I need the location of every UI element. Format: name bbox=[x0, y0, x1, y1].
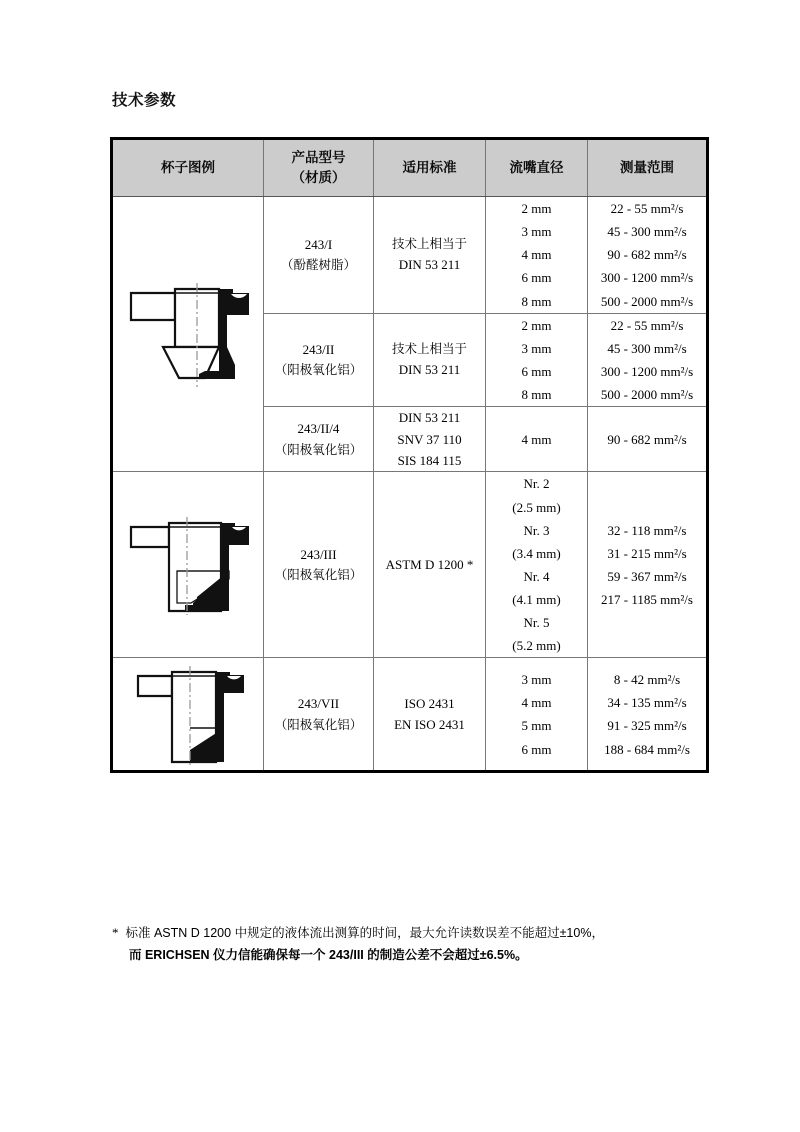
footnote bbox=[112, 922, 712, 967]
nozzle-value: 6 mm bbox=[521, 741, 552, 757]
standard-line: EN ISO 2431 bbox=[394, 717, 465, 733]
nozzle-value: 2 mm bbox=[521, 201, 552, 216]
range-value: 22 - 55 mm²/s bbox=[610, 201, 684, 216]
column-header-nozzle-diameter: 流嘴直径 bbox=[486, 139, 588, 197]
standard-line: SNV 37 110 bbox=[397, 431, 462, 447]
range-cell bbox=[588, 407, 708, 472]
model-code: 243/II bbox=[302, 341, 335, 357]
range-value: 45 - 300 mm²/s bbox=[607, 340, 687, 356]
nozzle-cell bbox=[486, 472, 588, 658]
range-value: 500 - 2000 mm²/s bbox=[600, 387, 694, 402]
nozzle-value: (5.2 mm) bbox=[512, 638, 561, 654]
nozzle-value: Nr. 5 bbox=[523, 615, 550, 631]
standard-cell bbox=[374, 407, 486, 472]
range-value: 217 - 1185 mm²/s bbox=[601, 592, 693, 608]
nozzle-value: 6 mm bbox=[521, 363, 552, 379]
nozzle-cell bbox=[486, 197, 588, 314]
footnote-marker: * bbox=[112, 925, 119, 940]
model-material: （阳极氧化铝） bbox=[274, 717, 363, 732]
nozzle-value: 4 mm bbox=[521, 247, 552, 263]
standard-cell bbox=[374, 658, 486, 772]
nozzle-cell bbox=[486, 658, 588, 772]
model-material: （阳极氧化铝） bbox=[274, 363, 363, 378]
model-code: 243/I bbox=[304, 236, 333, 252]
iso-flow-cup-diagram bbox=[113, 658, 263, 770]
nozzle-value: (2.5 mm) bbox=[512, 499, 561, 515]
range-value: 500 - 2000 mm²/s bbox=[600, 293, 694, 309]
nozzle-value: 3 mm bbox=[521, 672, 552, 688]
nozzle-cell bbox=[486, 313, 588, 407]
range-value: 31 - 215 mm²/s bbox=[607, 545, 687, 561]
range-value: 32 - 118 mm²/s bbox=[607, 522, 687, 538]
footnote-line-1 bbox=[112, 922, 712, 945]
range-value: 300 - 1200 mm²/s bbox=[600, 363, 694, 379]
model-material: （酚醛树脂） bbox=[280, 258, 356, 273]
footnote-line-1-text: 标准 ASTN D 1200 中规定的液体流出测算的时间，最大允许读数误差不能超过±10%， bbox=[125, 926, 604, 940]
nozzle-value: Nr. 2 bbox=[523, 476, 550, 492]
standard-line: DIN 53 211 bbox=[398, 362, 461, 378]
nozzle-value: 5 mm bbox=[521, 718, 552, 734]
cup-diagram-iso-cell bbox=[112, 658, 264, 772]
range-value: 8 - 42 mm²/s bbox=[613, 672, 681, 688]
range-value: 90 - 682 mm²/s bbox=[607, 247, 687, 263]
cup-diagram-din-cell bbox=[112, 197, 264, 472]
standard-line: SIS 184 115 bbox=[397, 453, 462, 468]
cup-diagram-ford-cell bbox=[112, 472, 264, 658]
range-value: 59 - 367 mm²/s bbox=[607, 568, 687, 584]
table-row bbox=[112, 472, 708, 658]
nozzle-value: 3 mm bbox=[521, 224, 552, 240]
standard-cell bbox=[374, 313, 486, 407]
column-header-model-line2: （材质） bbox=[291, 170, 346, 185]
model-code: 243/II/4 bbox=[297, 421, 340, 437]
standard-cell bbox=[374, 472, 486, 658]
column-header-standard: 适用标准 bbox=[374, 139, 486, 197]
nozzle-cell bbox=[486, 407, 588, 472]
model-material: （阳极氧化铝） bbox=[274, 442, 363, 457]
range-cell bbox=[588, 472, 708, 658]
technical-parameters-table bbox=[110, 137, 709, 773]
nozzle-value: 6 mm bbox=[521, 270, 552, 286]
nozzle-value: 3 mm bbox=[521, 340, 552, 356]
model-cell bbox=[264, 472, 374, 658]
nozzle-value: 4 mm bbox=[521, 431, 552, 447]
table-row bbox=[112, 658, 708, 772]
column-header-measuring-range: 测量范围 bbox=[588, 139, 708, 197]
range-value: 22 - 55 mm²/s bbox=[610, 317, 684, 333]
ford-flow-cup-diagram bbox=[113, 511, 263, 619]
page-title: 技术参数 bbox=[112, 92, 177, 109]
standard-line: ISO 2431 bbox=[404, 696, 455, 711]
nozzle-value: 2 mm bbox=[521, 317, 552, 333]
range-cell bbox=[588, 197, 708, 314]
model-code: 243/III bbox=[300, 546, 337, 562]
standard-line: 技术上相当于 bbox=[391, 341, 467, 356]
model-material: （阳极氧化铝） bbox=[274, 568, 363, 583]
model-cell bbox=[264, 313, 374, 407]
table-row bbox=[112, 197, 708, 314]
model-code: 243/VII bbox=[297, 696, 340, 712]
range-value: 300 - 1200 mm²/s bbox=[600, 270, 694, 286]
ford-cup-svg bbox=[125, 511, 251, 619]
nozzle-value: (3.4 mm) bbox=[512, 545, 561, 561]
range-cell bbox=[588, 658, 708, 772]
model-cell bbox=[264, 658, 374, 772]
model-cell bbox=[264, 197, 374, 314]
standard-line: ASTM D 1200 * bbox=[385, 557, 474, 573]
range-value: 90 - 682 mm²/s bbox=[607, 431, 687, 447]
iso-cup-svg bbox=[128, 658, 248, 770]
nozzle-value: 8 mm bbox=[521, 387, 552, 402]
standard-line: DIN 53 211 bbox=[398, 257, 461, 273]
standard-line: DIN 53 211 bbox=[398, 410, 461, 426]
column-header-model bbox=[264, 139, 374, 197]
nozzle-value: Nr. 3 bbox=[523, 522, 550, 538]
range-value: 45 - 300 mm²/s bbox=[607, 224, 687, 240]
nozzle-value: Nr. 4 bbox=[523, 568, 550, 584]
nozzle-value: 4 mm bbox=[521, 695, 552, 711]
din-flow-cup-diagram bbox=[113, 275, 263, 393]
range-cell bbox=[588, 313, 708, 407]
nozzle-value: 8 mm bbox=[521, 293, 552, 309]
range-value: 34 - 135 mm²/s bbox=[607, 695, 687, 711]
model-cell bbox=[264, 407, 374, 472]
range-value: 91 - 325 mm²/s bbox=[607, 718, 687, 734]
standard-line: 技术上相当于 bbox=[391, 236, 467, 251]
range-value: 188 - 684 mm²/s bbox=[604, 741, 690, 757]
din-cup-svg bbox=[123, 275, 253, 393]
nozzle-value: (4.1 mm) bbox=[512, 592, 561, 608]
column-header-model-line1: 产品型号 bbox=[291, 150, 346, 166]
table-header-row bbox=[112, 139, 708, 197]
column-header-cup-diagram: 杯子图例 bbox=[112, 139, 264, 197]
standard-cell bbox=[374, 197, 486, 314]
footnote-line-2: 而 ERICHSEN 仪力信能确保每一个 243/III 的制造公差不会超过±6.5%。 bbox=[129, 947, 528, 962]
